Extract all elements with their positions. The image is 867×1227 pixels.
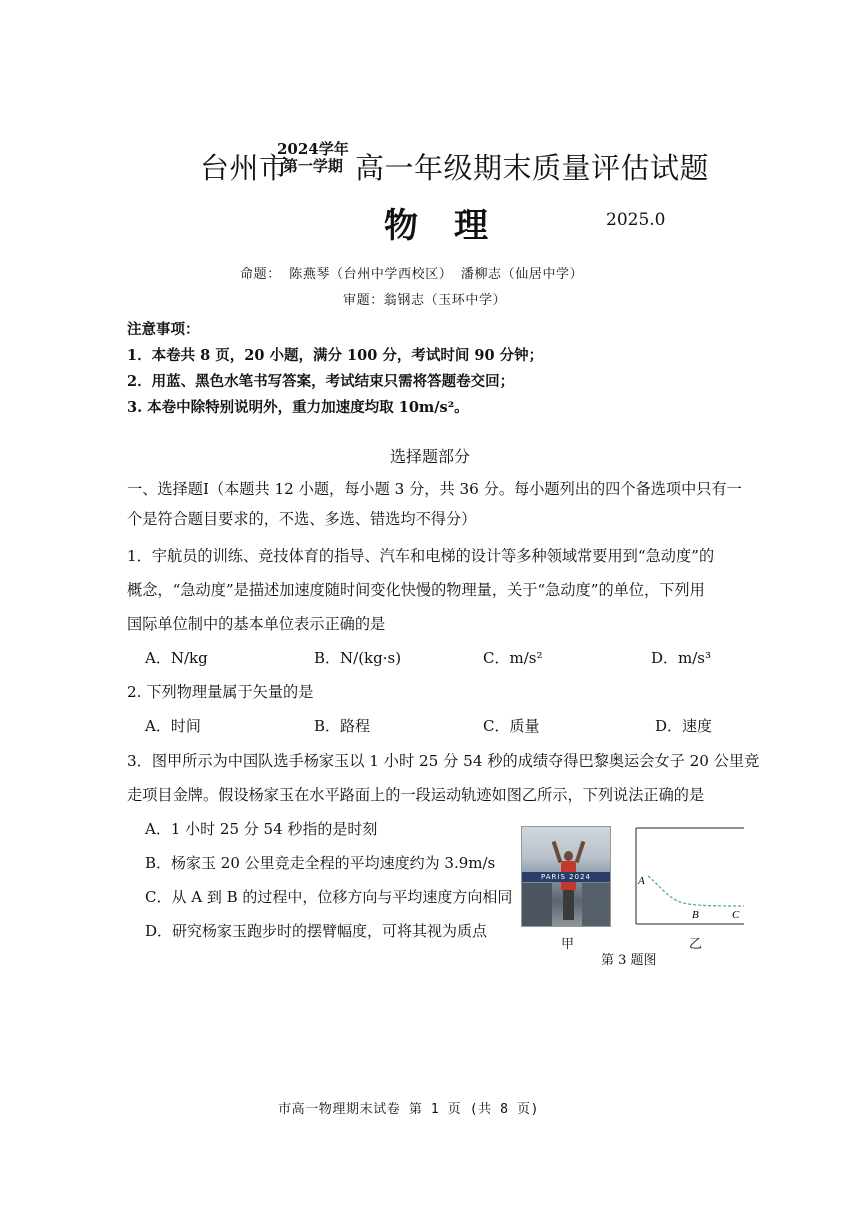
question-1-option-c: C．m/s² (483, 649, 543, 667)
exam-date: 2025.0 (606, 210, 666, 230)
question-3-option-c: C．从 A 到 B 的过程中，位移方向与平均速度方向相同 (145, 888, 513, 906)
question-1-text: 概念，“急动度”是描述加速度随时间变化快慢的物理量，关于“急动度”的单位，下列用 (127, 581, 705, 599)
page-footer: 市高一物理期末试卷 第 1 页 (共 8 页) (278, 1102, 540, 1117)
subject-title: 物理 (384, 206, 524, 246)
point-c-label: C (732, 909, 740, 921)
question-1-option-d: D．m/s³ (651, 649, 712, 667)
question-2-option-a: A．时间 (145, 717, 201, 735)
figure-photo-jia (521, 826, 611, 927)
point-b-label: B (692, 909, 699, 921)
section-intro: 个是符合题目要求的，不选、多选、错选均不得分） (127, 510, 477, 528)
question-3-option-b: B．杨家玉 20 公里竞走全程的平均速度约为 3.9m/s (145, 854, 496, 872)
figure-caption: 第 3 题图 (601, 953, 657, 968)
title-exam-name: 高一年级期末质量评估试题 (355, 151, 710, 185)
question-3-option-d: D．研究杨家玉跑步时的摆臂幅度，可将其视为质点 (145, 922, 488, 940)
photo-crowd-left (522, 883, 552, 926)
title-year-block (277, 141, 349, 175)
title-city: 台州市 (200, 151, 289, 185)
question-2-text: 2. 下列物理量属于矢量的是 (127, 683, 314, 701)
reviewer-line: 审题：翁钢志（玉环中学） (343, 293, 507, 308)
runner-head (564, 851, 573, 861)
notice-heading: 注意事项： (127, 321, 200, 338)
question-3-text: 走项目金牌。假设杨家玉在水平路面上的一段运动轨迹如图乙所示，下列说法正确的是 (127, 786, 705, 804)
question-1-option-b: B．N/(kg·s) (314, 649, 402, 667)
runner-legs (563, 890, 574, 920)
figure-trajectory-yi (634, 826, 744, 926)
runner-arm-right (575, 841, 586, 863)
question-3-option-a: A．1 小时 25 分 54 秒指的是时刻 (145, 820, 378, 838)
question-2-option-c: C．质量 (483, 717, 540, 735)
authors-line: 命题： 陈燕琴（台州中学西校区） 潘柳志（仙居中学） (240, 267, 584, 282)
photo-banner: PARIS 2024 (522, 872, 610, 882)
figure-caption-jia: 甲 (561, 937, 575, 952)
title-year-line1: 2024学年 (277, 140, 349, 158)
question-1-text: 国际单位制中的基本单位表示正确的是 (127, 615, 386, 633)
notice-item: 1．本卷共 8 页，20 小题，满分 100 分，考试时间 90 分钟； (127, 347, 544, 364)
notice-item: 3. 本卷中除特别说明外，重力加速度均取 10m/s²。 (127, 399, 469, 416)
question-2-option-d: D．速度 (655, 717, 713, 735)
question-3-text: 3．图甲所示为中国队选手杨家玉以 1 小时 25 分 54 秒的成绩夺得巴黎奥运会女子 20 公里竞 (127, 752, 760, 770)
notice-item: 2．用蓝、黑色水笔书写答案，考试结束只需将答题卷交回； (127, 373, 515, 390)
question-1-text: 1．宇航员的训练、竞技体育的指导、汽车和电梯的设计等多种领域常要用到“急动度”的 (127, 547, 715, 565)
runner-arm-left (552, 841, 563, 863)
figure-caption-yi: 乙 (689, 937, 703, 952)
section-intro: 一、选择题Ⅰ（本题共 12 小题，每小题 3 分，共 36 分。每小题列出的四个备选项中只有一 (127, 480, 742, 498)
photo-crowd-right (582, 883, 610, 926)
title-year-line2: 第一学期 (282, 157, 343, 175)
question-2-option-b: B．路程 (314, 717, 371, 735)
trajectory-path (648, 876, 744, 906)
question-1-option-a: A．N/kg (145, 649, 208, 667)
section-title: 选择题部分 (390, 447, 471, 466)
point-a-label: A (638, 875, 645, 887)
